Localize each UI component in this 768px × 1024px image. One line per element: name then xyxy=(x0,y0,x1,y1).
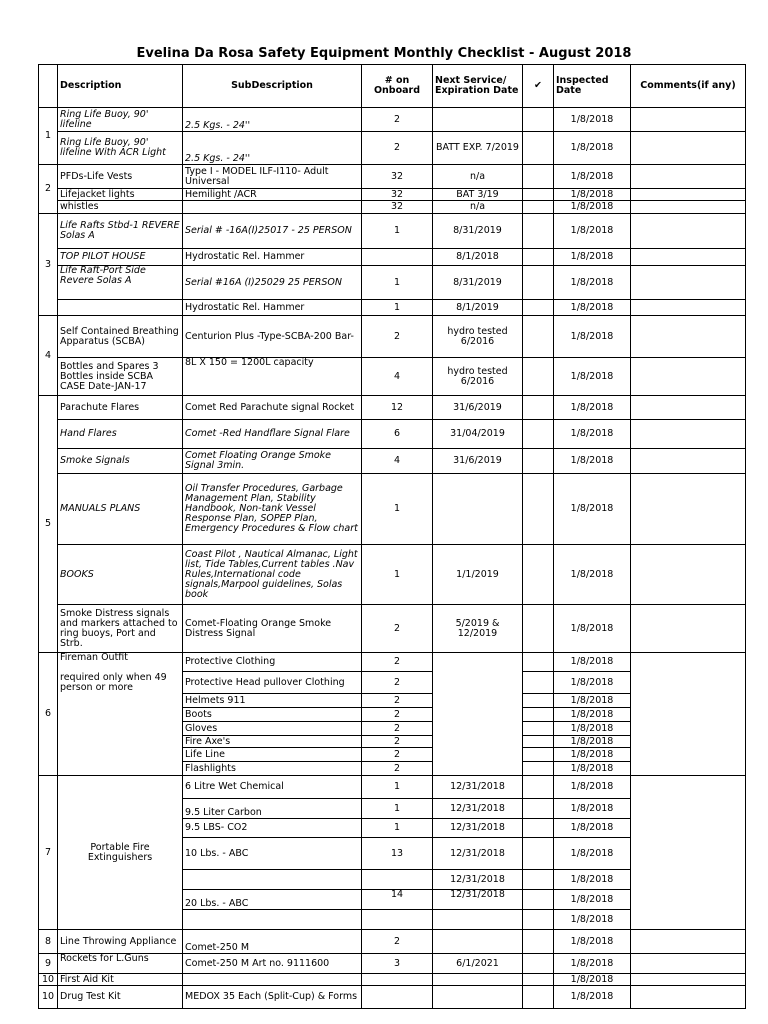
item-inspected: 1/8/2018 xyxy=(554,132,631,165)
item-next-service: 8/31/2019 xyxy=(433,266,523,300)
item-description: MANUALS PLANS xyxy=(58,474,183,545)
table-row xyxy=(39,214,746,249)
item-description: Bottles and Spares 3 Bottles inside SCBA CASE Date-JAN-17 xyxy=(58,358,183,396)
item-comments[interactable] xyxy=(631,986,746,1009)
item-number: 3 xyxy=(39,214,58,316)
item-onboard: 14 xyxy=(362,890,433,910)
item-check[interactable] xyxy=(523,694,554,708)
item-next-service: BAT 3/19 xyxy=(433,189,523,201)
item-comments[interactable] xyxy=(631,974,746,986)
table-row xyxy=(39,974,746,986)
item-comments[interactable] xyxy=(631,358,746,396)
item-inspected: 1/8/2018 xyxy=(554,108,631,132)
item-inspected: 1/8/2018 xyxy=(554,201,631,214)
item-comments[interactable] xyxy=(631,449,746,474)
item-subdescription: 2.5 Kgs. - 24'' xyxy=(183,108,362,132)
item-description: BOOKS xyxy=(58,545,183,605)
item-comments[interactable] xyxy=(631,132,746,165)
item-description: Life Rafts Stbd-1 REVERE Solas A xyxy=(58,214,183,249)
item-check[interactable] xyxy=(523,201,554,214)
item-subdescription xyxy=(183,201,362,214)
item-subdescription: 8L X 150 = 1200L capacity xyxy=(183,358,362,396)
item-subdescription xyxy=(183,974,362,986)
item-check[interactable] xyxy=(523,930,554,954)
table-row xyxy=(39,776,746,799)
item-inspected: 1/8/2018 xyxy=(554,358,631,396)
item-subdescription: Flashlights xyxy=(183,762,362,776)
item-comments[interactable] xyxy=(631,605,746,653)
item-check[interactable] xyxy=(523,165,554,189)
item-next-service: 12/31/2018 xyxy=(433,838,523,870)
item-number: 4 xyxy=(39,316,58,396)
item-onboard: 2 xyxy=(362,605,433,653)
item-description: Self Contained Breathing Apparatus (SCBA) xyxy=(58,316,183,358)
item-inspected: 1/8/2018 xyxy=(554,954,631,974)
item-number: 1 xyxy=(39,108,58,165)
item-comments[interactable] xyxy=(631,189,746,201)
item-comments[interactable] xyxy=(631,954,746,974)
item-onboard: 32 xyxy=(362,165,433,189)
item-subdescription: Hydrostatic Rel. Hammer xyxy=(183,249,362,266)
item-subdescription: 9.5 LBS- CO2 xyxy=(183,819,362,838)
checklist-table xyxy=(38,64,746,1009)
table-row xyxy=(39,300,746,316)
item-description: Lifejacket lights xyxy=(58,189,183,201)
item-check[interactable] xyxy=(523,189,554,201)
item-onboard: 1 xyxy=(362,545,433,605)
item-subdescription: Comet -Red Handflare Signal Flare xyxy=(183,420,362,449)
item-inspected: 1/8/2018 xyxy=(554,545,631,605)
item-next-service: 31/6/2019 xyxy=(433,449,523,474)
item-check[interactable] xyxy=(523,708,554,722)
item-onboard: 2 xyxy=(362,722,433,736)
item-onboard: 1 xyxy=(362,214,433,249)
item-onboard: 4 xyxy=(362,358,433,396)
item-onboard: 3 xyxy=(362,954,433,974)
item-check[interactable] xyxy=(523,214,554,249)
item-inspected: 1/8/2018 xyxy=(554,870,631,890)
item-onboard: 2 xyxy=(362,762,433,776)
item-comments[interactable] xyxy=(631,266,746,300)
item-number: 8 xyxy=(39,930,58,954)
item-check[interactable] xyxy=(523,736,554,748)
fireman-outfit-note: required only when 49 person or more xyxy=(60,672,167,693)
item-comments[interactable] xyxy=(631,165,746,189)
item-subdescription: Comet-250 M Art no. 9111600 xyxy=(183,954,362,974)
table-row xyxy=(39,132,746,165)
item-description xyxy=(58,653,183,776)
header-check: ✔ xyxy=(523,65,554,108)
item-inspected: 1/8/2018 xyxy=(554,653,631,672)
item-check[interactable] xyxy=(523,722,554,736)
item-inspected: 1/8/2018 xyxy=(554,776,631,799)
item-comments[interactable] xyxy=(631,396,746,420)
item-subdescription: 9.5 Liter Carbon xyxy=(183,799,362,819)
item-check[interactable] xyxy=(523,974,554,986)
item-onboard: 2 xyxy=(362,108,433,132)
table-row xyxy=(39,545,746,605)
item-onboard: 1 xyxy=(362,799,433,819)
item-onboard: 6 xyxy=(362,420,433,449)
item-onboard: 1 xyxy=(362,300,433,316)
item-subdescription: Serial #16A (I)25029 25 PERSON xyxy=(183,266,362,300)
item-check[interactable] xyxy=(523,799,554,819)
item-onboard xyxy=(362,910,433,930)
item-description: Rockets for L.Guns xyxy=(58,954,183,974)
item-subdescription: Hydrostatic Rel. Hammer xyxy=(183,300,362,316)
item-comments[interactable] xyxy=(631,474,746,545)
table-row xyxy=(39,449,746,474)
header-subdescription: SubDescription xyxy=(183,65,362,108)
item-check[interactable] xyxy=(523,358,554,396)
item-onboard: 13 xyxy=(362,838,433,870)
item-inspected: 1/8/2018 xyxy=(554,819,631,838)
item-subdescription: Comet-Floating Orange Smoke Distress Signal xyxy=(183,605,362,653)
table-row xyxy=(39,249,746,266)
item-onboard: 32 xyxy=(362,201,433,214)
fireman-outfit-label: Fireman Outfit xyxy=(60,652,129,663)
item-onboard: 1 xyxy=(362,819,433,838)
item-onboard: 32 xyxy=(362,189,433,201)
item-check[interactable] xyxy=(523,300,554,316)
item-description: First Aid Kit xyxy=(58,974,183,986)
table-row xyxy=(39,930,746,954)
table-row xyxy=(39,201,746,214)
item-subdescription: Fire Axe's xyxy=(183,736,362,748)
item-onboard: 2 xyxy=(362,653,433,672)
header-row xyxy=(39,65,746,108)
item-check[interactable] xyxy=(523,653,554,672)
item-check[interactable] xyxy=(523,108,554,132)
item-onboard: 2 xyxy=(362,736,433,748)
item-subdescription: Protective Clothing xyxy=(183,653,362,672)
item-subdescription: Gloves xyxy=(183,722,362,736)
item-subdescription: Boots xyxy=(183,708,362,722)
item-check[interactable] xyxy=(523,605,554,653)
item-comments[interactable] xyxy=(631,545,746,605)
item-inspected: 1/8/2018 xyxy=(554,605,631,653)
item-next-service: 5/2019 & 12/2019 xyxy=(433,605,523,653)
table-row xyxy=(39,420,746,449)
item-description: Parachute Flares xyxy=(58,396,183,420)
item-subdescription: Coast Pilot , Nautical Almanac, Light list, Tide Tables,Current tables .Nav Rules,International code signals,Marpool guidelines, Solas book xyxy=(183,545,362,605)
item-inspected: 1/8/2018 xyxy=(554,449,631,474)
item-onboard xyxy=(362,986,433,1009)
header-no xyxy=(39,65,58,108)
item-inspected: 1/8/2018 xyxy=(554,930,631,954)
item-next-service: n/a xyxy=(433,201,523,214)
item-subdescription: Protective Head pullover Clothing xyxy=(183,672,362,694)
item-description: Hand Flares xyxy=(58,420,183,449)
header-onboard: # on Onboard xyxy=(362,65,433,108)
item-inspected: 1/8/2018 xyxy=(554,694,631,708)
table-row xyxy=(39,108,746,132)
page-title: Evelina Da Rosa Safety Equipment Monthly Checklist - August 2018 xyxy=(136,46,632,61)
item-inspected: 1/8/2018 xyxy=(554,249,631,266)
item-next-service: 31/04/2019 xyxy=(433,420,523,449)
item-subdescription: Oil Transfer Procedures, Garbage Management Plan, Stability Handbook, Non-tank Vessel Response Plan, SOPEP Plan, Emergency Procedures & Flow chart xyxy=(183,474,362,545)
item-subdescription: Hemilight /ACR xyxy=(183,189,362,201)
item-check[interactable] xyxy=(523,449,554,474)
item-inspected: 1/8/2018 xyxy=(554,986,631,1009)
item-check[interactable] xyxy=(523,266,554,300)
item-next-service: 12/31/2018 xyxy=(433,870,523,890)
item-subdescription xyxy=(183,910,362,930)
item-comments[interactable] xyxy=(631,249,746,266)
item-check[interactable] xyxy=(523,890,554,910)
item-subdescription: Comet Floating Orange Smoke Signal 3min. xyxy=(183,449,362,474)
item-check[interactable] xyxy=(523,986,554,1009)
item-onboard: 12 xyxy=(362,396,433,420)
item-onboard xyxy=(362,249,433,266)
item-comments[interactable] xyxy=(631,930,746,954)
item-number: 10 xyxy=(39,986,58,1009)
item-description: Smoke Distress signals and markers attached to ring buoys, Port and Strb. xyxy=(58,605,183,653)
item-comments[interactable] xyxy=(631,316,746,358)
item-next-service: 8/31/2019 xyxy=(433,214,523,249)
item-subdescription: 20 Lbs. - ABC xyxy=(183,890,362,910)
item-inspected: 1/8/2018 xyxy=(554,316,631,358)
item-next-service xyxy=(433,974,523,986)
item-next-service xyxy=(433,108,523,132)
item-subdescription: Comet-250 M xyxy=(183,930,362,954)
item-onboard xyxy=(362,974,433,986)
table-row xyxy=(39,396,746,420)
item-next-service xyxy=(433,653,523,776)
item-comments[interactable] xyxy=(631,201,746,214)
item-inspected: 1/8/2018 xyxy=(554,165,631,189)
item-inspected: 1/8/2018 xyxy=(554,799,631,819)
item-subdescription: 10 Lbs. - ABC xyxy=(183,838,362,870)
table-row xyxy=(39,605,746,653)
table-row xyxy=(39,165,746,189)
item-next-service: 1/1/2019 xyxy=(433,545,523,605)
item-next-service xyxy=(433,930,523,954)
item-onboard: 2 xyxy=(362,132,433,165)
item-comments[interactable] xyxy=(631,420,746,449)
item-next-service: hydro tested 6/2016 xyxy=(433,316,523,358)
item-inspected: 1/8/2018 xyxy=(554,890,631,910)
item-description: Life Raft-Port Side Revere Solas A xyxy=(58,266,183,300)
item-subdescription: 6 Litre Wet Chemical xyxy=(183,776,362,799)
item-check[interactable] xyxy=(523,954,554,974)
item-onboard: 1 xyxy=(362,776,433,799)
item-subdescription: MEDOX 35 Each (Split-Cup) & Forms xyxy=(183,986,362,1009)
item-next-service: 8/1/2019 xyxy=(433,300,523,316)
item-next-service: 12/31/2018 xyxy=(433,890,523,910)
item-subdescription: Helmets 911 xyxy=(183,694,362,708)
item-subdescription: Comet Red Parachute signal Rocket xyxy=(183,396,362,420)
item-description xyxy=(58,300,183,316)
item-subdescription: Type I - MODEL ILF-I110- Adult Universal xyxy=(183,165,362,189)
item-check[interactable] xyxy=(523,776,554,799)
item-next-service: 6/1/2021 xyxy=(433,954,523,974)
item-inspected: 1/8/2018 xyxy=(554,722,631,736)
item-comments[interactable] xyxy=(631,300,746,316)
item-next-service: 12/31/2018 xyxy=(433,819,523,838)
item-next-service xyxy=(433,910,523,930)
item-inspected: 1/8/2018 xyxy=(554,708,631,722)
item-next-service xyxy=(433,474,523,545)
table-row xyxy=(39,266,746,300)
item-check[interactable] xyxy=(523,819,554,838)
item-subdescription: Life Line xyxy=(183,748,362,762)
item-comments[interactable] xyxy=(631,108,746,132)
item-subdescription: Serial # -16A(I)25017 - 25 PERSON xyxy=(183,214,362,249)
item-inspected: 1/8/2018 xyxy=(554,396,631,420)
item-onboard: 2 xyxy=(362,672,433,694)
item-number: 9 xyxy=(39,954,58,974)
item-inspected: 1/8/2018 xyxy=(554,974,631,986)
item-description: Drug Test Kit xyxy=(58,986,183,1009)
item-inspected: 1/8/2018 xyxy=(554,838,631,870)
item-number: 2 xyxy=(39,165,58,214)
item-check[interactable] xyxy=(523,545,554,605)
item-onboard: 1 xyxy=(362,474,433,545)
item-comments[interactable] xyxy=(631,653,746,776)
item-check[interactable] xyxy=(523,748,554,762)
item-next-service: 8/1/2018 xyxy=(433,249,523,266)
item-subdescription: Centurion Plus -Type-SCBA-200 Bar- xyxy=(183,316,362,358)
item-number: 5 xyxy=(39,396,58,653)
item-number: 7 xyxy=(39,776,58,930)
item-check[interactable] xyxy=(523,910,554,930)
item-inspected: 1/8/2018 xyxy=(554,266,631,300)
item-check[interactable] xyxy=(523,474,554,545)
item-onboard: 4 xyxy=(362,449,433,474)
item-inspected: 1/8/2018 xyxy=(554,214,631,249)
item-comments[interactable] xyxy=(631,214,746,249)
item-next-service: 12/31/2018 xyxy=(433,799,523,819)
table-row xyxy=(39,954,746,974)
item-inspected: 1/8/2018 xyxy=(554,910,631,930)
item-next-service: n/a xyxy=(433,165,523,189)
item-comments[interactable] xyxy=(631,776,746,930)
header-next-service: Next Service/ Expiration Date xyxy=(433,65,523,108)
item-next-service: 31/6/2019 xyxy=(433,396,523,420)
item-check[interactable] xyxy=(523,396,554,420)
item-description: Portable Fire Extinguishers xyxy=(58,776,183,930)
item-description: Line Throwing Appliance xyxy=(58,930,183,954)
item-onboard: 2 xyxy=(362,930,433,954)
item-description: Smoke Signals xyxy=(58,449,183,474)
header-comments: Comments(if any) xyxy=(631,65,746,108)
item-check[interactable] xyxy=(523,132,554,165)
item-check[interactable] xyxy=(523,762,554,776)
item-inspected: 1/8/2018 xyxy=(554,189,631,201)
table-row xyxy=(39,358,746,396)
header-inspected: Inspected Date xyxy=(554,65,631,108)
header-description: Description xyxy=(58,65,183,108)
item-inspected: 1/8/2018 xyxy=(554,474,631,545)
item-check[interactable] xyxy=(523,870,554,890)
item-onboard: 2 xyxy=(362,694,433,708)
item-onboard: 2 xyxy=(362,748,433,762)
item-check[interactable] xyxy=(523,249,554,266)
item-check[interactable] xyxy=(523,672,554,694)
item-next-service: 12/31/2018 xyxy=(433,776,523,799)
table-row xyxy=(39,986,746,1009)
item-next-service: BATT EXP. 7/2019 xyxy=(433,132,523,165)
item-next-service xyxy=(433,986,523,1009)
item-inspected: 1/8/2018 xyxy=(554,672,631,694)
item-description: PFDs-Life Vests xyxy=(58,165,183,189)
item-number: 10 xyxy=(39,974,58,986)
item-inspected: 1/8/2018 xyxy=(554,762,631,776)
item-description: Ring Life Buoy, 90' lifeline With ACR Light xyxy=(58,132,183,165)
table-row xyxy=(39,474,746,545)
table-row xyxy=(39,653,746,672)
item-description: whistles xyxy=(58,201,183,214)
item-onboard: 1 xyxy=(362,266,433,300)
item-onboard xyxy=(362,870,433,890)
item-onboard: 2 xyxy=(362,708,433,722)
item-subdescription: 2.5 Kgs. - 24'' xyxy=(183,132,362,165)
item-onboard: 2 xyxy=(362,316,433,358)
item-inspected: 1/8/2018 xyxy=(554,748,631,762)
item-description: TOP PILOT HOUSE xyxy=(58,249,183,266)
item-check[interactable] xyxy=(523,420,554,449)
item-number: 6 xyxy=(39,653,58,776)
item-inspected: 1/8/2018 xyxy=(554,300,631,316)
item-next-service: hydro tested 6/2016 xyxy=(433,358,523,396)
item-check[interactable] xyxy=(523,316,554,358)
table-row xyxy=(39,189,746,201)
item-inspected: 1/8/2018 xyxy=(554,420,631,449)
item-subdescription xyxy=(183,870,362,890)
item-check[interactable] xyxy=(523,838,554,870)
table-row xyxy=(39,316,746,358)
item-description: Ring Life Buoy, 90' lifeline xyxy=(58,108,183,132)
item-inspected: 1/8/2018 xyxy=(554,736,631,748)
